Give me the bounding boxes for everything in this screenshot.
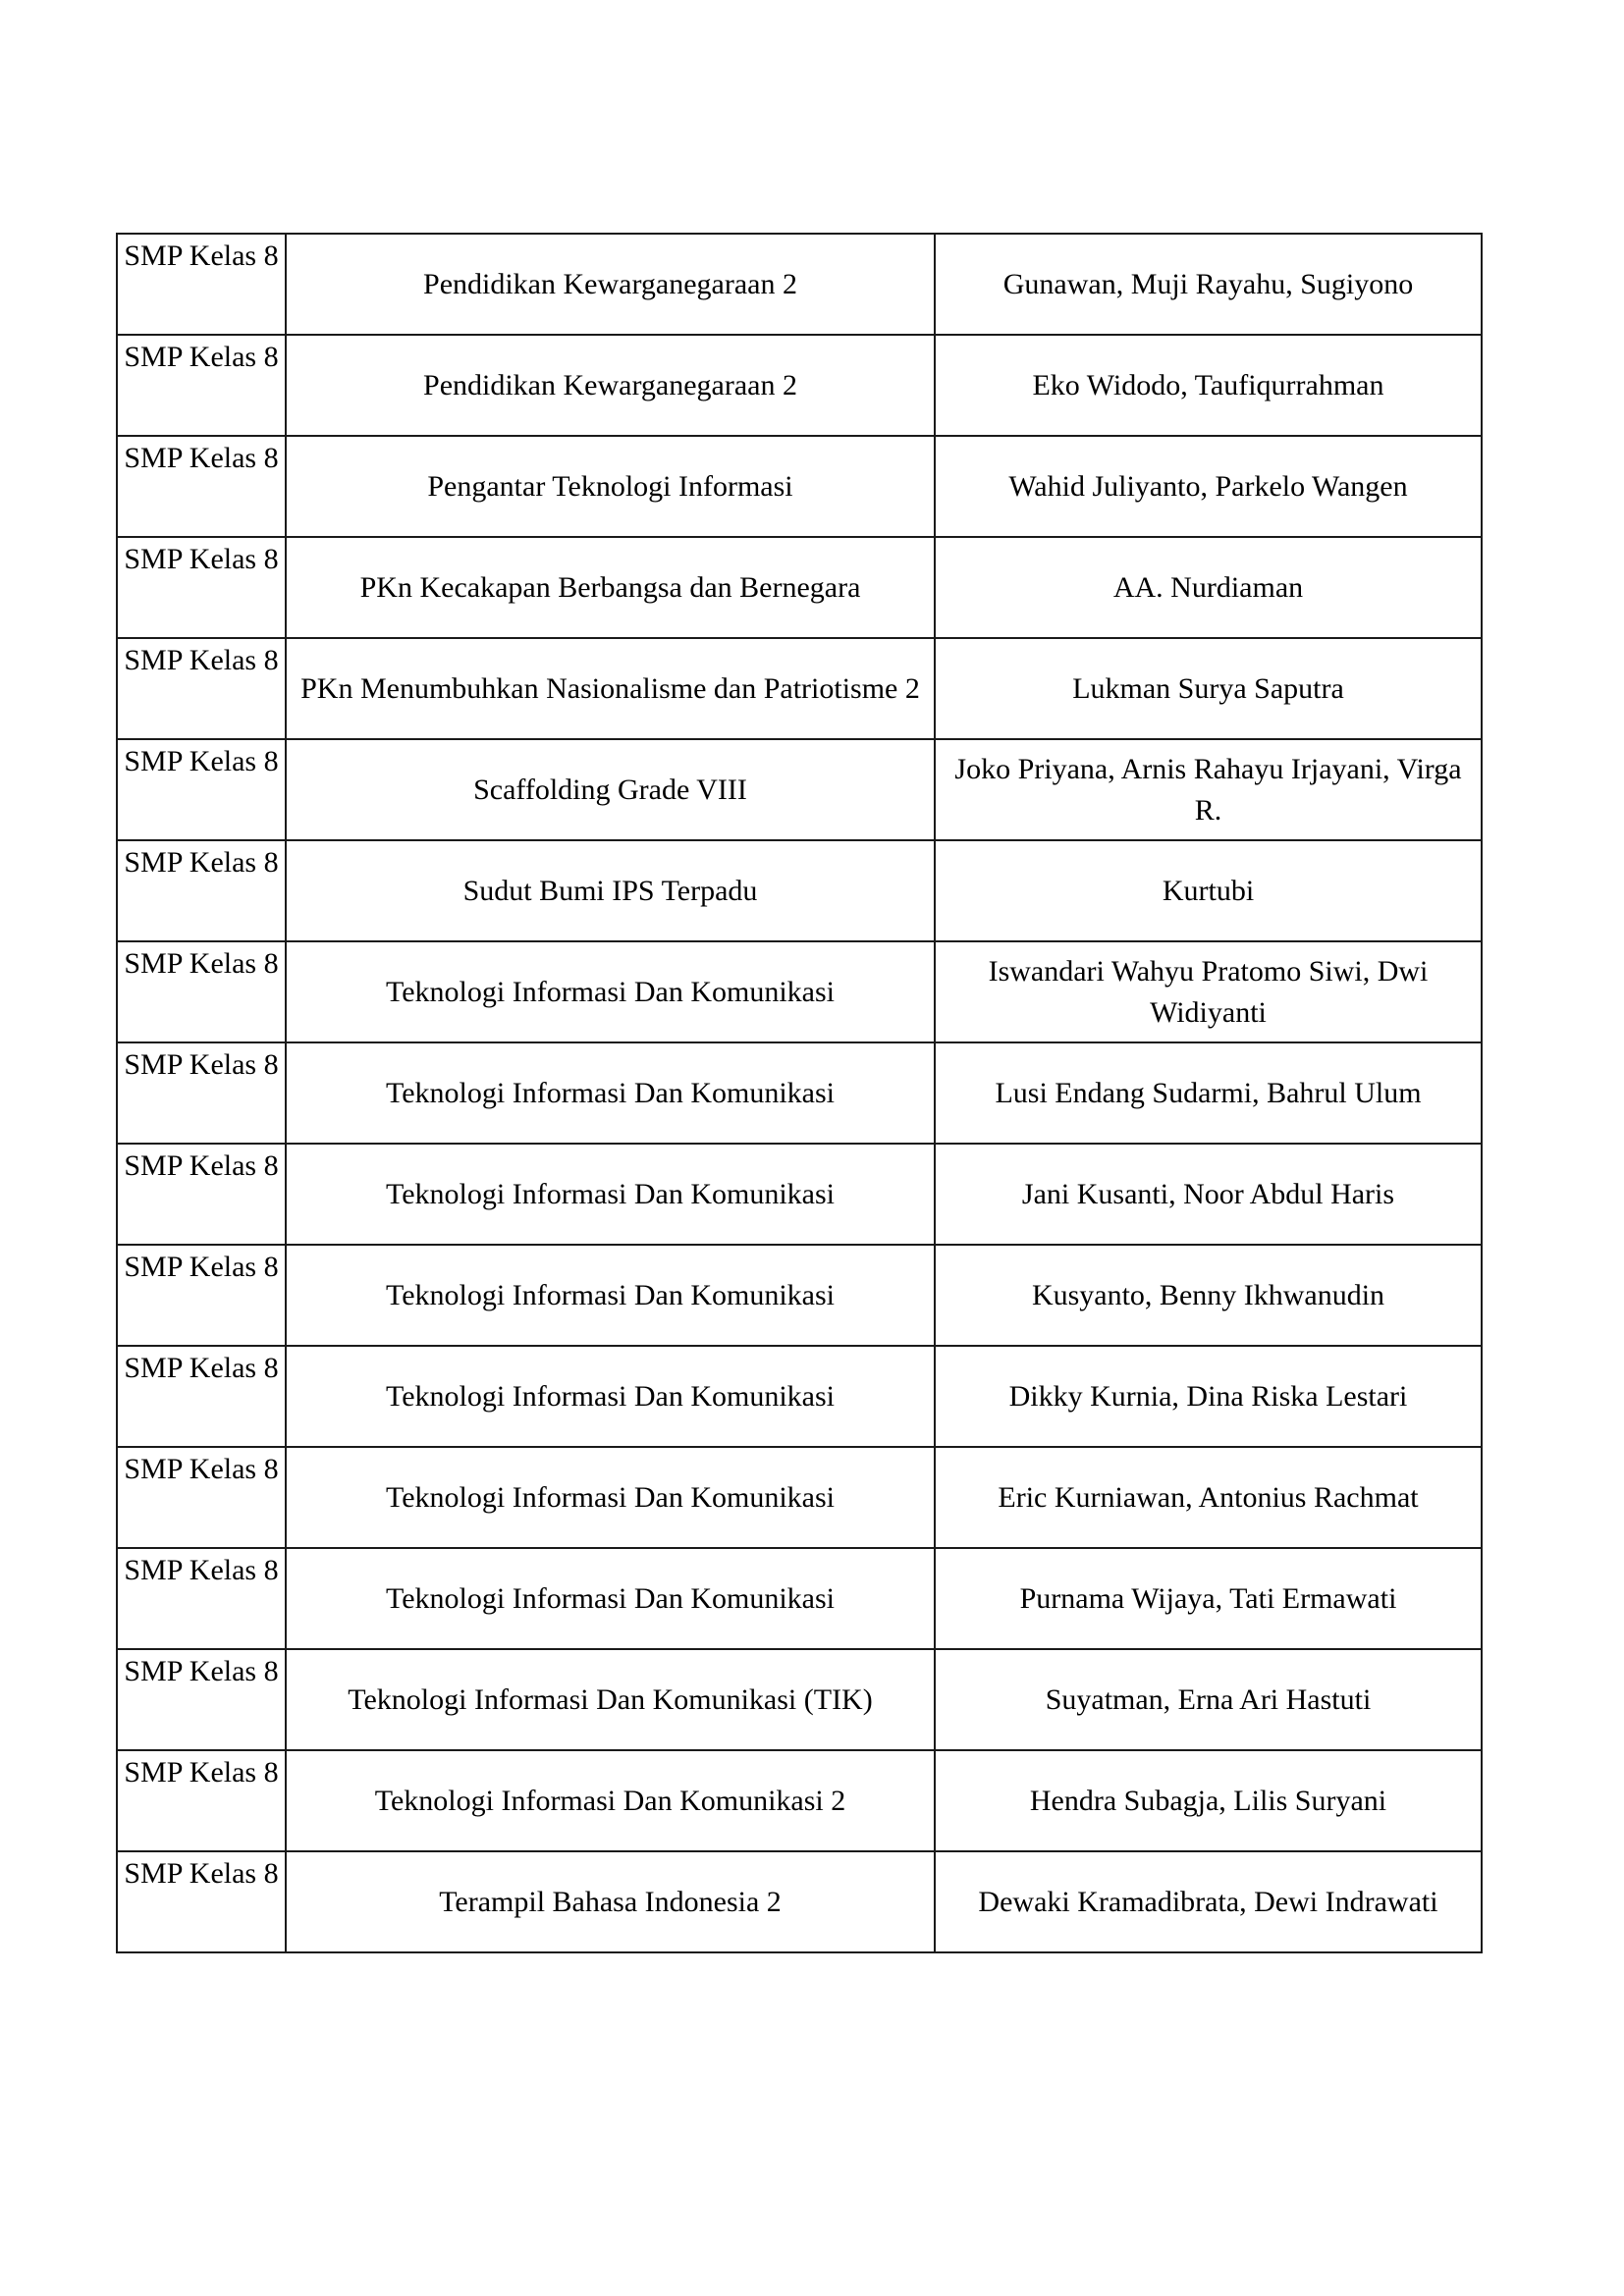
table-row <box>117 1346 1482 1447</box>
table-row <box>117 1042 1482 1144</box>
level-text: SMP Kelas 8 <box>124 1756 279 1789</box>
author-cell: Lusi Endang Sudarmi, Bahrul Ulum <box>935 1042 1482 1144</box>
title-cell: Teknologi Informasi Dan Komunikasi (TIK) <box>286 1649 935 1750</box>
title-cell: PKn Kecakapan Berbangsa dan Bernegara <box>286 537 935 638</box>
level-cell <box>117 1346 286 1447</box>
title-cell: Sudut Bumi IPS Terpadu <box>286 840 935 941</box>
table-row <box>117 1144 1482 1245</box>
author-cell: Dewaki Kramadibrata, Dewi Indrawati <box>935 1851 1482 1952</box>
table-row <box>117 638 1482 739</box>
table-row <box>117 1245 1482 1346</box>
title-cell: Pengantar Teknologi Informasi <box>286 436 935 537</box>
author-cell: Kusyanto, Benny Ikhwanudin <box>935 1245 1482 1346</box>
level-cell <box>117 1851 286 1952</box>
title-cell: Teknologi Informasi Dan Komunikasi <box>286 1245 935 1346</box>
author-cell: Kurtubi <box>935 840 1482 941</box>
author-cell: Purnama Wijaya, Tati Ermawati <box>935 1548 1482 1649</box>
level-text: SMP Kelas 8 <box>124 745 279 777</box>
level-text: SMP Kelas 8 <box>124 644 279 676</box>
author-cell: Wahid Juliyanto, Parkelo Wangen <box>935 436 1482 537</box>
level-text: SMP Kelas 8 <box>124 1149 279 1182</box>
table-row <box>117 1447 1482 1548</box>
title-cell: Teknologi Informasi Dan Komunikasi <box>286 1548 935 1649</box>
title-cell: PKn Menumbuhkan Nasionalisme dan Patriotisme 2 <box>286 638 935 739</box>
level-cell <box>117 1750 286 1851</box>
level-cell <box>117 1144 286 1245</box>
author-cell: Hendra Subagja, Lilis Suryani <box>935 1750 1482 1851</box>
level-text: SMP Kelas 8 <box>124 846 279 879</box>
level-cell <box>117 1245 286 1346</box>
table-row <box>117 1750 1482 1851</box>
author-cell: Joko Priyana, Arnis Rahayu Irjayani, Virga R. <box>935 739 1482 840</box>
author-cell: Gunawan, Muji Rayahu, Sugiyono <box>935 234 1482 335</box>
level-cell <box>117 1447 286 1548</box>
level-cell <box>117 537 286 638</box>
author-cell: Dikky Kurnia, Dina Riska Lestari <box>935 1346 1482 1447</box>
level-text: SMP Kelas 8 <box>124 1453 279 1485</box>
title-cell: Teknologi Informasi Dan Komunikasi <box>286 1346 935 1447</box>
level-cell <box>117 436 286 537</box>
level-cell <box>117 234 286 335</box>
table-row <box>117 537 1482 638</box>
title-cell: Pendidikan Kewarganegaraan 2 <box>286 234 935 335</box>
level-cell <box>117 739 286 840</box>
author-cell: Iswandari Wahyu Pratomo Siwi, Dwi Widiyanti <box>935 941 1482 1042</box>
table-row <box>117 234 1482 335</box>
title-cell: Teknologi Informasi Dan Komunikasi <box>286 1144 935 1245</box>
level-text: SMP Kelas 8 <box>124 1655 279 1687</box>
author-cell: AA. Nurdiaman <box>935 537 1482 638</box>
title-cell: Terampil Bahasa Indonesia 2 <box>286 1851 935 1952</box>
level-text: SMP Kelas 8 <box>124 1352 279 1384</box>
title-cell: Teknologi Informasi Dan Komunikasi 2 <box>286 1750 935 1851</box>
author-cell: Eko Widodo, Taufiqurrahman <box>935 335 1482 436</box>
level-text: SMP Kelas 8 <box>124 240 279 272</box>
level-cell <box>117 1548 286 1649</box>
title-cell: Teknologi Informasi Dan Komunikasi <box>286 1447 935 1548</box>
level-cell <box>117 1649 286 1750</box>
author-cell: Jani Kusanti, Noor Abdul Haris <box>935 1144 1482 1245</box>
author-cell: Eric Kurniawan, Antonius Rachmat <box>935 1447 1482 1548</box>
table-row <box>117 1548 1482 1649</box>
level-cell <box>117 941 286 1042</box>
book-list-table <box>116 233 1483 1953</box>
table-body <box>117 234 1482 1952</box>
author-cell: Lukman Surya Saputra <box>935 638 1482 739</box>
level-text: SMP Kelas 8 <box>124 543 279 575</box>
title-cell: Teknologi Informasi Dan Komunikasi <box>286 941 935 1042</box>
level-text: SMP Kelas 8 <box>124 1554 279 1586</box>
level-text: SMP Kelas 8 <box>124 1048 279 1081</box>
level-cell <box>117 1042 286 1144</box>
level-text: SMP Kelas 8 <box>124 1857 279 1890</box>
table-row <box>117 739 1482 840</box>
author-cell: Suyatman, Erna Ari Hastuti <box>935 1649 1482 1750</box>
level-cell <box>117 638 286 739</box>
level-text: SMP Kelas 8 <box>124 442 279 474</box>
table-row <box>117 1649 1482 1750</box>
level-cell <box>117 335 286 436</box>
level-text: SMP Kelas 8 <box>124 947 279 980</box>
level-cell <box>117 840 286 941</box>
table-row <box>117 1851 1482 1952</box>
level-text: SMP Kelas 8 <box>124 1251 279 1283</box>
table-row <box>117 840 1482 941</box>
table-row <box>117 436 1482 537</box>
table-row <box>117 941 1482 1042</box>
level-text: SMP Kelas 8 <box>124 341 279 373</box>
title-cell: Scaffolding Grade VIII <box>286 739 935 840</box>
title-cell: Teknologi Informasi Dan Komunikasi <box>286 1042 935 1144</box>
title-cell: Pendidikan Kewarganegaraan 2 <box>286 335 935 436</box>
table-row <box>117 335 1482 436</box>
